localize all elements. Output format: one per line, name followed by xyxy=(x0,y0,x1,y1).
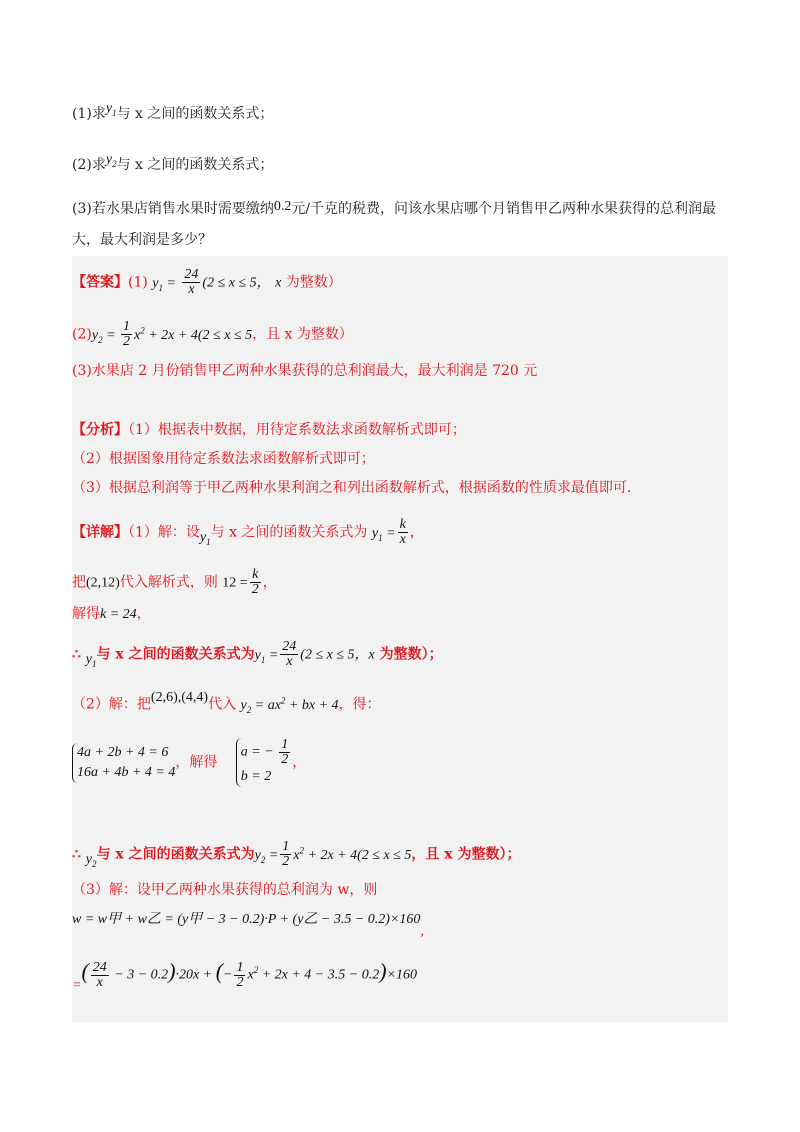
answer-3: (3)水果店 2 月份销售甲乙两种水果获得的总利润最大，最大利润是 720 元 xyxy=(72,363,538,379)
detail-5: （2）解：把(2,6),(4,4)代入 $y_2 = ax^2$ + bx + 4，得： xyxy=(72,689,381,715)
solution-system: a = − $\frac{1}{2}$ b = 2 xyxy=(236,738,292,787)
question-2: (2)求$y_2$与 x 之间的函数关系式； xyxy=(72,152,274,173)
detail-3: 解得k = 24， xyxy=(72,606,151,622)
analysis-3: （3）根据总利润等于甲乙两种水果利润之和列出函数解析式，根据函数的性质求最值即可. xyxy=(72,480,632,496)
answer-2: $(2)y_2$ = $\frac{1}{2}$ $x^2 + 2x + 4(2 \le x \le 5$，且 x 为整数） xyxy=(72,319,353,350)
equation-system: 4a + 2b + 4 = 6 16a + 4b + 4 = 4 xyxy=(72,743,175,783)
question-1: (1)求$y_1$与 x 之间的函数关系式； xyxy=(72,101,274,122)
detail-2: 把(2,12)代入解析式，则 12 = $\frac{k}{2}$ ， xyxy=(72,567,277,597)
detail-4: ∴ $y_1$与 x 之间的函数关系式为$y_1$ = $\frac{24}{x}$ (2 ≤ x ≤ 5，x 为整数）； xyxy=(72,639,443,669)
detail-8: （3）解：设甲乙两种水果获得的总利润为 w，则 xyxy=(72,882,378,898)
detail-7: ∴ $y_2$与 x 之间的函数关系式为$y_2$ = $\frac{1}{2}$ $x^2 + 2x + 4(2 \le x \le 5$，且 x 为整数）； xyxy=(72,839,521,870)
answer-1: 【答案】(1) $y_1$ = $\frac{24}{x}$ (2 ≤ x ≤ 5， x 为整数） xyxy=(72,267,342,297)
detail-1: 【详解】（1）解：设$y_1$与 x 之间的函数关系式为 $y_1$ = $\frac{k}{x}$ ， xyxy=(72,517,424,547)
question-3-cont: 大，最大利润是多少？ xyxy=(72,232,212,248)
analysis-1: 【分析】（1）根据表中数据，用待定系数法求函数解析式即可； xyxy=(72,422,466,438)
detail-6: 4a + 2b + 4 = 6 16a + 4b + 4 = 4 ，解得 a = − $\frac{1}{2}$ b = 2 ， xyxy=(72,738,306,787)
question-3: (3)若水果店销售水果时需要缴纳0.2元/千克的税费，问该水果店哪个月销售甲乙两种水果获得的总利润最 xyxy=(72,199,717,217)
analysis-2: （2）根据图象用待定系数法求函数解析式即可； xyxy=(72,451,375,467)
detail-9: w = w甲 + w乙 = (y甲 − 3 − 0.2)·P + (y乙 − 3.5 − 0.2)×160, xyxy=(72,912,424,939)
detail-10: =( $\frac{24}{x}$ − 3 − 0.2)·20x + (− $\frac{1}{2}$ $x^2 + 2x + 4 - 3.5 - 0.2)\times 160$ xyxy=(72,958,417,993)
